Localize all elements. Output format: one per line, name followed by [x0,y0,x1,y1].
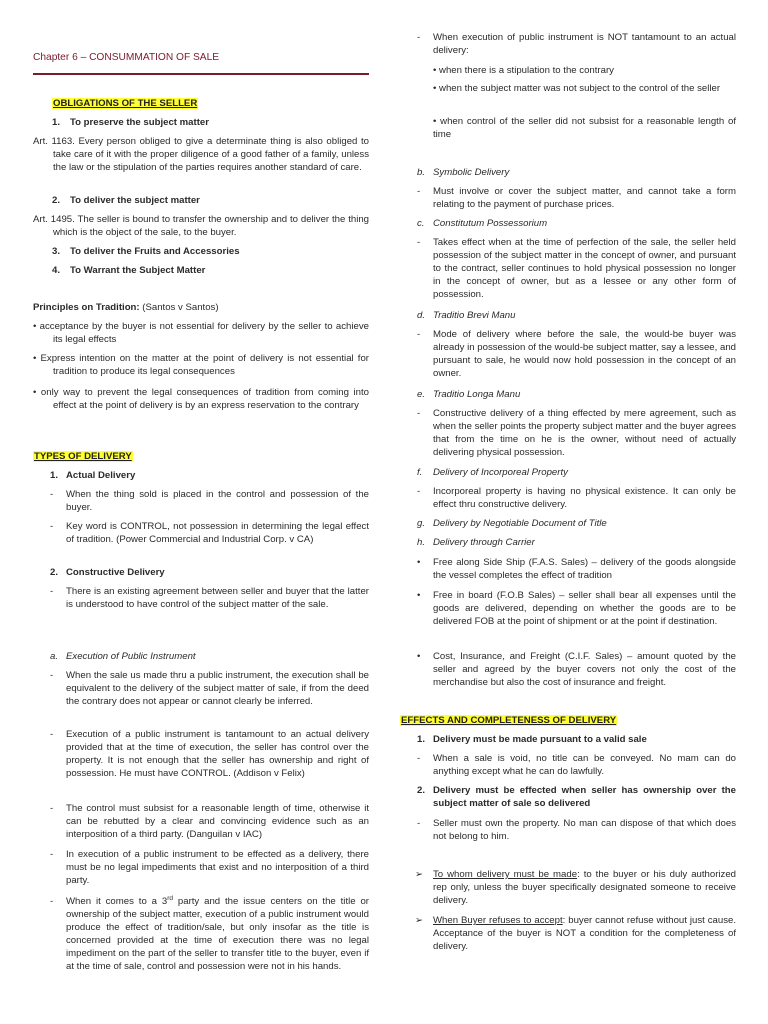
e1-text: Delivery must be made pursuant to a valid sale [433,734,647,745]
exec-d2: Execution of a public instrument is tantamount to an actual delivery provided that at the time of execution, the seller has control over the property. It is not enough that the seller has ownership and right of possession. He must have CONTROL. (Addison v Felix) [66,729,369,779]
actual-label: Actual Delivery [66,470,136,481]
art-1495: Art. 1495. The seller is bound to transfer the ownership and to deliver the thing which is the object of the sale, to the buyer. [33,214,369,238]
bullet: • [417,557,421,568]
ob1-text: To preserve the subject matter [70,117,209,128]
chapter-title: Chapter 6 – CONSUMMATION OF SALE [33,52,220,63]
exec-letter: a. [50,651,59,662]
dash: - [50,849,54,860]
e-d1: Constructive delivery of a thing effected by mere agreement, such as when the seller points the property subject matter and the buyer agrees that from the time on he is the owner, without need of actually delivering physical possession. [433,408,736,458]
g-letter: g. [417,518,426,529]
constructive-d1: There is an existing agreement between seller and buyer that the latter is understood to have control of the subject matter of the sale. [66,586,369,610]
bullet: • [417,590,421,601]
art-1163: Art. 1163. Every person obliged to give a determinate thing is also obliged to take care of it with the proper diligence of a good father of a family, unless the law or the stipulation of the parties requires another standard of care. [33,136,369,173]
b-letter: b. [417,167,426,178]
ob2-num: 2. [52,195,61,206]
f-letter: f. [417,467,423,478]
c-label: Constitutum Possessorium [433,218,548,229]
constructive-num: 2. [50,567,59,578]
exec-label: Execution of Public Instrument [66,651,196,662]
d-letter: d. [417,310,426,321]
ob3-num: 3. [52,246,61,257]
exec-d5: When it comes to a 3rd party and the issue centers on the title or ownership of the subject matter, execution of a public instrument would produce the effect of tradition/sale, but only insofar as the title is concerned provided at the time of execution there was no legal impediment on the part of the seller to transfer title to the buyer, even if at the time of sale, control and possession were not in his hands. [66,894,369,972]
nt-bullet: • when control of the seller did not subsist for a reasonable length of time [433,116,736,140]
exec-d1: When the sale us made thru a public instrument, the execution shall be equivalent to the delivery of the subject matter of sale, if from the deed the contrary does not appear or cannot clearly be inferred. [66,670,369,707]
h-b2: Free in board (F.O.B Sales) – seller shall bear all expenses until the goods are delivered, depending on whether the goods are to be delivered FOB at the point of shipment or at the point if destination. [433,590,736,627]
e-letter: e. [417,389,426,400]
dash: - [417,486,421,497]
principle-item: • Express intention on the matter at the point of delivery is not essential for tradition to produce its legal consequences [33,353,369,377]
constructive-label: Constructive Delivery [66,567,165,578]
f-d1: Incorporeal property is having no physical existence. It can only be effect thru constructive delivery. [433,486,736,510]
dash: - [417,186,421,197]
actual-d2: Key word is CONTROL, not possession in determining the legal effect of tradition. (Power Commercial and Industrial Corp. v CA) [66,521,369,545]
dash: - [50,670,54,681]
h-label: Delivery through Carrier [433,537,535,548]
effects-heading: EFFECTS AND COMPLETENESS OF DELIVERY [401,715,617,726]
dash: - [50,586,54,597]
d-label: Traditio Brevi Manu [433,310,516,321]
e1-num: 1. [417,734,426,745]
actual-num: 1. [50,470,59,481]
not-tantamount: When execution of public instrument is NOT tantamount to an actual delivery: [433,32,736,56]
arrow-icon: ➢ [415,869,424,880]
c-d1: Takes effect when at the time of perfection of the sale, the seller held possession of the subject matter in the concept of owner, and pursuant to the contract, seller continues to hold physical possession no longer in the concept of owner, but as a lessee or any other form of possession. [433,237,736,300]
buyer-refuses: When Buyer refuses to accept: buyer cannot refuse without just cause. Acceptance of the buyer is NOT a condition for the completeness of delivery. [433,915,737,952]
actual-d1: When the thing sold is placed in the control and possession of the buyer. [66,489,369,513]
types-heading: TYPES OF DELIVERY [34,451,132,462]
dash: - [417,237,421,248]
principles-heading: Principles on Tradition: (Santos v Santos) [33,302,219,313]
chapter-rule [33,73,369,75]
ob4-text: To Warrant the Subject Matter [70,265,206,276]
b-label: Symbolic Delivery [433,167,510,178]
dash: - [417,753,421,764]
g-label: Delivery by Negotiable Document of Title [433,518,607,529]
dash: - [417,329,421,340]
bullet: • [417,651,421,662]
h-b3: Cost, Insurance, and Freight (C.I.F. Sales) – amount quoted by the seller and agreed by the buyer covers not only the cost of the merchandise but also the cost of insurance and freight. [433,651,736,688]
exec-d4: In execution of a public instrument to be effected as a delivery, there must be no legal impediments that exist and no interposition of a third party. [66,849,369,886]
whom-delivery: To whom delivery must be made: to the buyer or his duly authorized rep only, unless the buyer specifically designated someone to receive delivery. [433,869,736,906]
e-label: Traditio Longa Manu [433,389,521,400]
e1-d1: When a sale is void, no title can be conveyed. No mam can do anything except what he can do lawfully. [433,753,736,777]
c-letter: c. [417,218,425,229]
dash: - [417,818,421,829]
dash: - [50,521,54,532]
nt-bullet: • when the subject matter was not subject to the control of the seller [433,83,721,94]
ob1-num: 1. [52,117,61,128]
dash: - [50,803,54,814]
dash: - [50,896,54,907]
exec-d3: The control must subsist for a reasonable length of time, otherwise it can be rebutted by a clear and convincing evidence such as an interposition of a third party. (Danguilan v IAC) [66,803,369,840]
dash: - [417,408,421,419]
principle-item: • acceptance by the buyer is not essential for delivery by the seller to achieve its legal effects [33,321,369,345]
ob3-text: To deliver the Fruits and Accessories [70,246,240,257]
nt-bullet: • when there is a stipulation to the contrary [433,65,614,76]
h-letter: h. [417,537,426,548]
obligations-heading: OBLIGATIONS OF THE SELLER [53,98,198,109]
ob4-num: 4. [52,265,61,276]
f-label: Delivery of Incorporeal Property [433,467,568,478]
dash: - [50,729,54,740]
e2-text: Delivery must be effected when seller has ownership over the subject matter of sale so delivered [433,785,736,809]
b-d1: Must involve or cover the subject matter, and cannot take a form relating to the payment of purchase prices. [433,186,736,210]
e2-num: 2. [417,785,426,796]
d-d1: Mode of delivery where before the sale, the would-be buyer was already in possession of the would-be subject matter, say a lessee, and pursuant to sale, he would now hold possession in the concept of an owner. [433,329,736,379]
arrow-icon: ➢ [415,915,424,926]
h-b1: Free along Side Ship (F.A.S. Sales) – delivery of the goods alongside the vessel completes the effect of tradition [433,557,736,581]
dash: - [417,32,421,43]
principle-item: • only way to prevent the legal consequences of tradition from coming into effect at the point of delivery is by an express reservation to the contrary [33,387,369,411]
ob2-text: To deliver the subject matter [70,195,200,206]
e2-d1: Seller must own the property. No man can dispose of that which does not belong to him. [433,818,736,842]
dash: - [50,489,54,500]
